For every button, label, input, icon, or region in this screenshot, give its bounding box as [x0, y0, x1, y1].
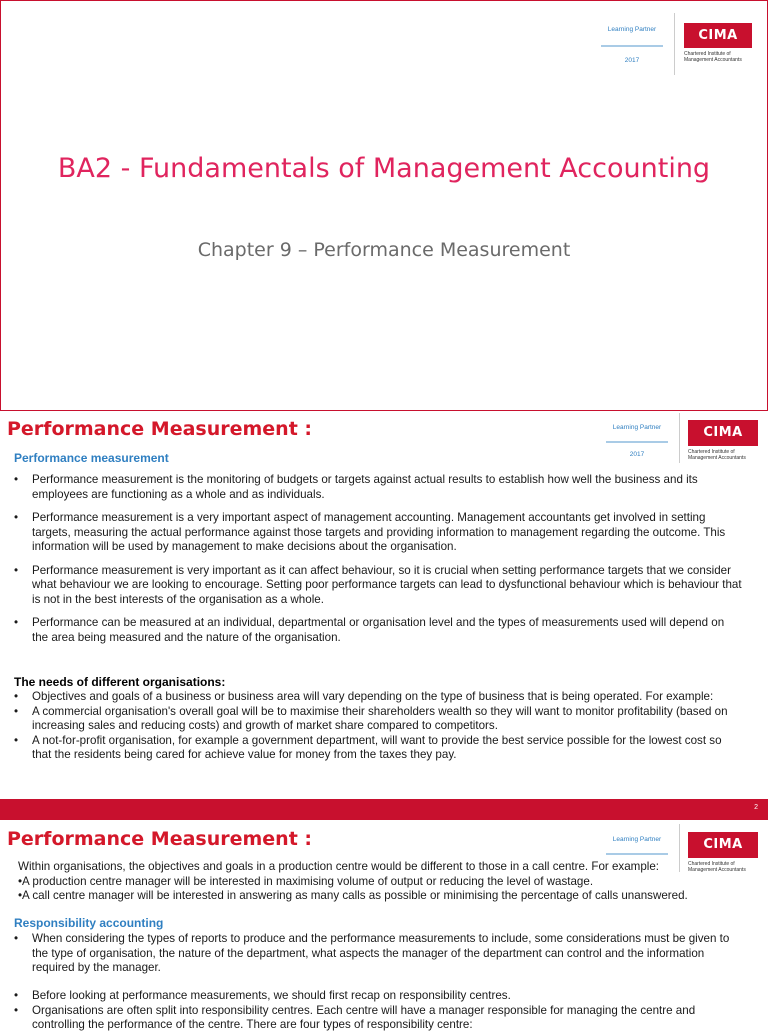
- logo-separator: [674, 13, 675, 75]
- performance-bullet-list: [12, 473, 742, 645]
- cima-logo-subtitle: Chartered Institute of Management Accountants: [688, 861, 746, 873]
- learning-partner-label: Learning Partner: [612, 836, 662, 843]
- production-centre-line: •A production centre manager will be interested in maximising volume of output or reducing the level of wastage.: [18, 875, 594, 888]
- responsibility-accounting-slide: [0, 820, 768, 1031]
- list-item: • Performance can be measured at an individual, departmental or organisation level and the types of measurements used will depend on the area being measured and the nature of the organisation.: [12, 616, 742, 645]
- responsibility-centres-list: [12, 989, 742, 1033]
- presentation-title: BA2 - Fundamentals of Management Accounting: [57, 153, 711, 184]
- chapter-subtitle: Chapter 9 – Performance Measurement: [197, 239, 571, 261]
- learning-partner-label: Learning Partner: [612, 424, 662, 431]
- list-item: • Performance measurement is the monitoring of budgets or targets against actual results to establish how well the business and its employees are functioning as a whole and as individuals.: [12, 473, 742, 502]
- cima-logo-subtitle: Chartered Institute of Management Accountants: [684, 51, 742, 63]
- title-slide: [0, 0, 768, 411]
- list-item: • When considering the types of reports to produce and the performance measurements to include, some considerations must be given to the type of organisation, the nature of the department, what aspects the manager of the department can control and the information required by the manager.: [12, 932, 742, 976]
- partner-divider: [606, 441, 668, 443]
- partner-year: 2017: [629, 451, 645, 458]
- performance-measurement-slide: [0, 411, 768, 799]
- responsibility-bullet-list: [12, 932, 742, 976]
- partner-year: 2017: [624, 57, 640, 64]
- partner-divider: [601, 45, 663, 47]
- list-item: • Performance measurement is very important as it can affect behaviour, so it is crucial when setting performance targets that we consider what behaviour we are looking to encourage. Setting poor performance targets can lead to dysfunctional behaviour which is behaviour that is not in the best interests of the organisation as a whole.: [12, 564, 742, 608]
- page-number: 2: [754, 804, 758, 811]
- cima-wordmark: CIMA: [688, 420, 758, 446]
- list-item: • A not-for-profit organisation, for example a government department, will want to provide the best service possible for the lowest cost so that the residents being cared for achieve value for money from the taxes they pay.: [14, 734, 742, 763]
- cima-logo-subtitle: Chartered Institute of Management Accountants: [688, 449, 746, 461]
- learning-partner-label: Learning Partner: [607, 26, 657, 33]
- logo-separator: [679, 413, 680, 463]
- list-item: • Before looking at performance measurements, we should first recap on responsibility centres.: [12, 989, 742, 1004]
- section-subheading: Responsibility accounting: [14, 916, 164, 930]
- cima-logo: [688, 832, 762, 873]
- needs-heading: The needs of different organisations:: [14, 675, 226, 689]
- partner-divider: [606, 853, 668, 855]
- list-item: • Objectives and goals of a business or business area will vary depending on the type of business that is being operated. For example:: [14, 690, 742, 705]
- learning-partner-badge: [606, 836, 668, 863]
- section-subheading: Performance measurement: [14, 451, 169, 465]
- slide-footer-band: [0, 799, 768, 820]
- list-item: • Performance measurement is a very important aspect of management accounting. Management accountants get involved in setting targets, measuring the actual performance against those targets and providing information to management regarding the outcome. This information will be used by management to make decisions about the organisation.: [12, 511, 742, 555]
- slide-heading: Performance Measurement :: [7, 418, 312, 440]
- slide-heading: Performance Measurement :: [7, 828, 312, 850]
- list-item: • Organisations are often split into responsibility centres. Each centre will have a manager responsible for managing the centre and controlling the performance of the centre. There are four types of responsibility centre:: [12, 1004, 742, 1033]
- list-item: • A commercial organisation's overall goal will be to maximise their shareholders wealth so they will want to monitor profitability (based on increasing sales and reducing costs) and growth of market share compared to competitors.: [14, 705, 742, 734]
- cima-wordmark: CIMA: [684, 23, 752, 48]
- cima-wordmark: CIMA: [688, 832, 758, 858]
- intro-text: Within organisations, the objectives and goals in a production centre would be different to those in a call centre. For example:: [18, 860, 660, 873]
- learning-partner-badge: [606, 424, 668, 458]
- needs-bullet-list: [14, 690, 742, 763]
- learning-partner-badge: [601, 26, 663, 64]
- cima-logo: [684, 23, 758, 63]
- cima-logo: [688, 420, 762, 461]
- call-centre-line: •A call centre manager will be interested in answering as many calls as possible or minimising the percentage of calls unanswered.: [18, 889, 688, 902]
